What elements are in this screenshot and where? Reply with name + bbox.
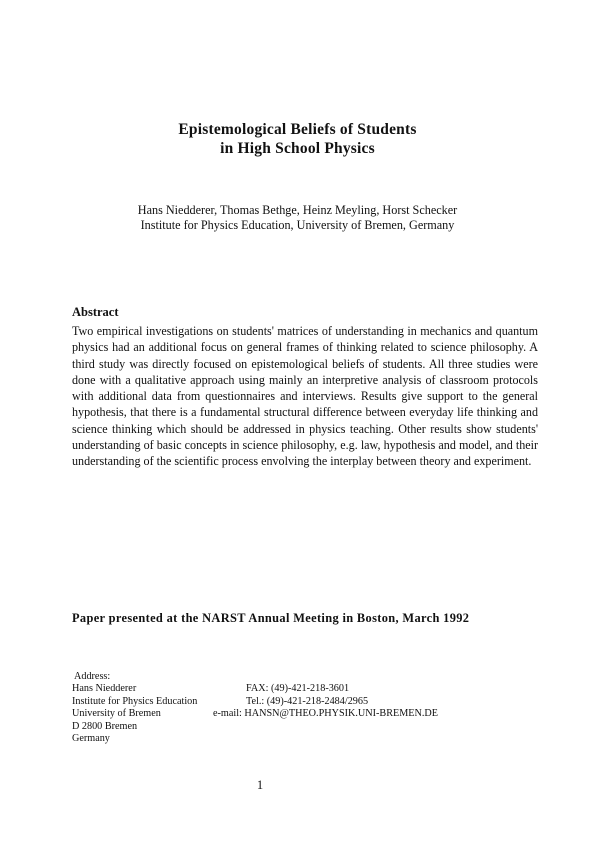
author-block — [0, 203, 595, 233]
title-line-2: in High School Physics — [220, 140, 375, 157]
address-name: Hans Niedderer — [72, 683, 137, 695]
presentation-note: Paper presented at the NARST Annual Meeting in Boston, March 1992 — [72, 611, 470, 625]
address-label: Address: — [74, 671, 111, 682]
abstract-body: Two empirical investigations on students' matrices of understanding in mechanics and quantum physics had an additional focus on general frames of thinking related to science philosophy. A third study was directly focused on epistemological beliefs of students. All three studies were done with a qualitative approach using mainly an interpretive analysis of classroom protocols with additional data from questionnaires and interviews. Results give support to the general hypothesis, that there is a fundamental structural difference between everyday life thinking and science thinking which should be addressed in physics teaching. Other results show students' understanding of basic concepts in science philosophy, e.g. law, hypothesis and model, and their understanding of the scientific process envolving the interplay between theory and experiment. — [72, 324, 538, 469]
abstract-heading: Abstract — [72, 305, 119, 319]
author-affiliation: Institute for Physics Education, University of Bremen, Germany — [140, 218, 455, 232]
address-institute: Institute for Physics Education — [72, 695, 198, 707]
address-fax: FAX: (49)-421-218-3601 — [246, 683, 350, 695]
address-email: e-mail: HANSN@THEO.PHYSIK.UNI-BREMEN.DE — [213, 708, 439, 720]
page-number: 1 — [256, 778, 264, 792]
author-names: Hans Niedderer, Thomas Bethge, Heinz Meyling, Horst Schecker — [137, 203, 458, 217]
address-tel: Tel.: (49)-421-218-2484/2965 — [246, 695, 369, 707]
address-country: Germany — [72, 732, 110, 744]
title-line-1: Epistemological Beliefs of Students — [178, 121, 417, 138]
address-city: D 2800 Bremen — [72, 720, 138, 732]
paper-title — [0, 120, 595, 158]
address-university: University of Bremen — [72, 708, 161, 720]
